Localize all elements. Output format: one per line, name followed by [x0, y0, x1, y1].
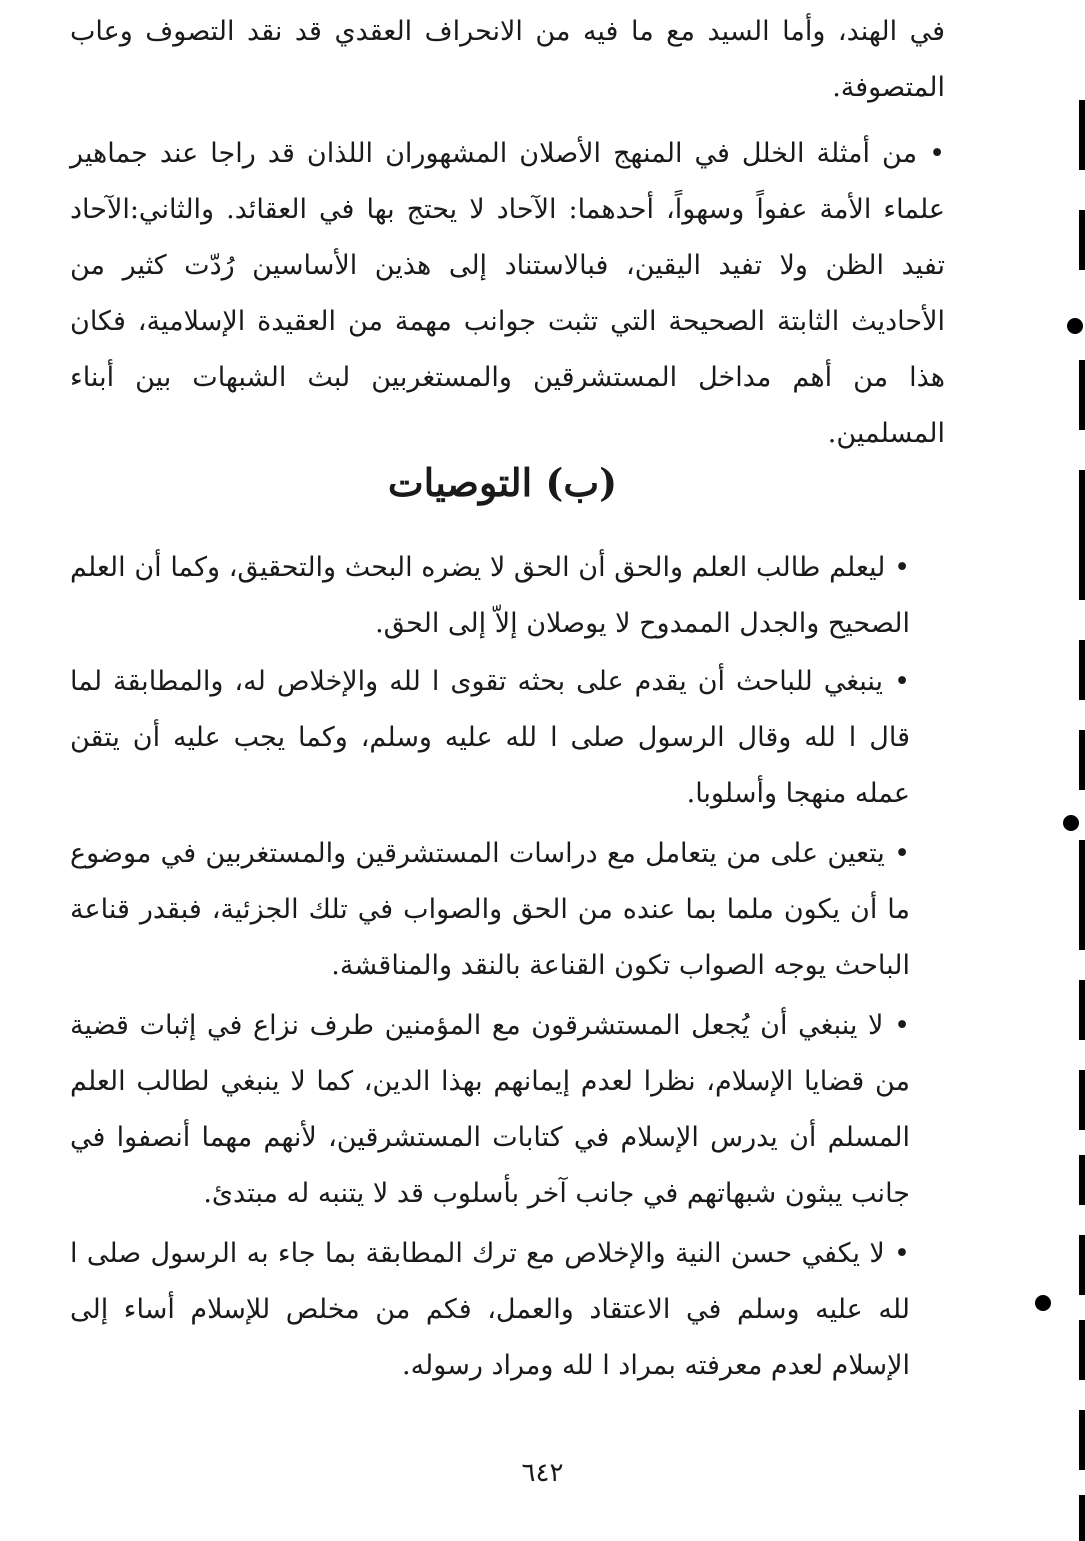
- scan-edge-mark: [1079, 1410, 1085, 1470]
- recommendation-item: • ينبغي للباحث أن يقدم على بحثه تقوى ا لله والإخلاص له، والمطابقة لما قال ا لله وقال الرسول صلى ا لله عليه وسلم، وكما يجب عليه أن يتقن عمله منهجا وأسلوبا.: [70, 654, 910, 822]
- scan-edge-dot: [1035, 1295, 1051, 1311]
- section-heading: (ب) التوصيات: [387, 460, 618, 505]
- scan-edge-mark: [1079, 470, 1085, 600]
- recommendation-item: • يتعين على من يتعامل مع دراسات المستشرقين والمستغربين في موضوع ما أن يكون ملما بما عنده من الحق والصواب في تلك الجزئية، فبقدر قناعة الباحث يوجه الصواب تكون القناعة بالنقد والمناقشة.: [70, 826, 910, 994]
- scan-edge-mark: [1079, 1320, 1085, 1380]
- scan-edge-mark: [1079, 730, 1085, 790]
- scan-edge-mark: [1079, 100, 1085, 170]
- scan-edge-mark: [1079, 840, 1085, 950]
- intro-paragraph: في الهند، وأما السيد مع ما فيه من الانحراف العقدي قد نقد التصوف وعاب المتصوفة.: [70, 16, 945, 103]
- scan-edge-dot: [1063, 815, 1079, 831]
- recommendation-item: • لا ينبغي أن يُجعل المستشرقون مع المؤمنين طرف نزاع في إثبات قضية من قضايا الإسلام، نظرا لعدم إيمانهم بهذا الدين، كما لا ينبغي لطالب العلم المسلم أن يدرس الإسلام في كتابات المستشرقين، لأنهم مهما أنصفوا في جانب يبثون شبهاتهم في جانب آخر بأسلوب قد لا يتنبه له مبتدئ.: [70, 998, 910, 1222]
- scan-edge-mark: [1079, 640, 1085, 700]
- page-number: ٦٤٢: [521, 1458, 564, 1488]
- scan-edge-dot: [1067, 318, 1083, 334]
- scan-edge-mark: [1079, 360, 1085, 430]
- scan-edge-mark: [1079, 210, 1085, 270]
- example-paragraph: • من أمثلة الخلل في المنهج الأصلان المشهوران اللذان قد راجا عند جماهير علماء الأمة عفواً وسهواً، أحدهما: الآحاد لا يحتج بها في العقائد. والثاني:الآحاد تفيد الظن ولا تفيد اليقين، فبالاستناد إلى هذين الأساسين رُدّت كثير من الأحاديث الثابتة الصحيحة التي تثبت جوانب مهمة من العقيدة الإسلامية، فكان هذا من أهم مداخل المستشرقين والمستغربين لبث الشبهات بين أبناء المسلمين.: [70, 126, 945, 462]
- scan-edge-mark: [1079, 1235, 1085, 1295]
- recommendation-item: • ليعلم طالب العلم والحق أن الحق لا يضره البحث والتحقيق، وكما أن العلم الصحيح والجدل الممدوح لا يوصلان إلاّ إلى الحق.: [70, 540, 910, 652]
- recommendation-item: • لا يكفي حسن النية والإخلاص مع ترك المطابقة بما جاء به الرسول صلى ا لله عليه وسلم في الاعتقاد والعمل، فكم من مخلص للإسلام أساء إلى الإسلام لعدم معرفته بمراد ا لله ومراد رسوله.: [70, 1226, 910, 1394]
- scan-edge-mark: [1079, 1155, 1085, 1205]
- scan-edge-mark: [1079, 1070, 1085, 1130]
- scan-edge-mark: [1079, 980, 1085, 1040]
- scan-edge-mark: [1079, 1495, 1085, 1541]
